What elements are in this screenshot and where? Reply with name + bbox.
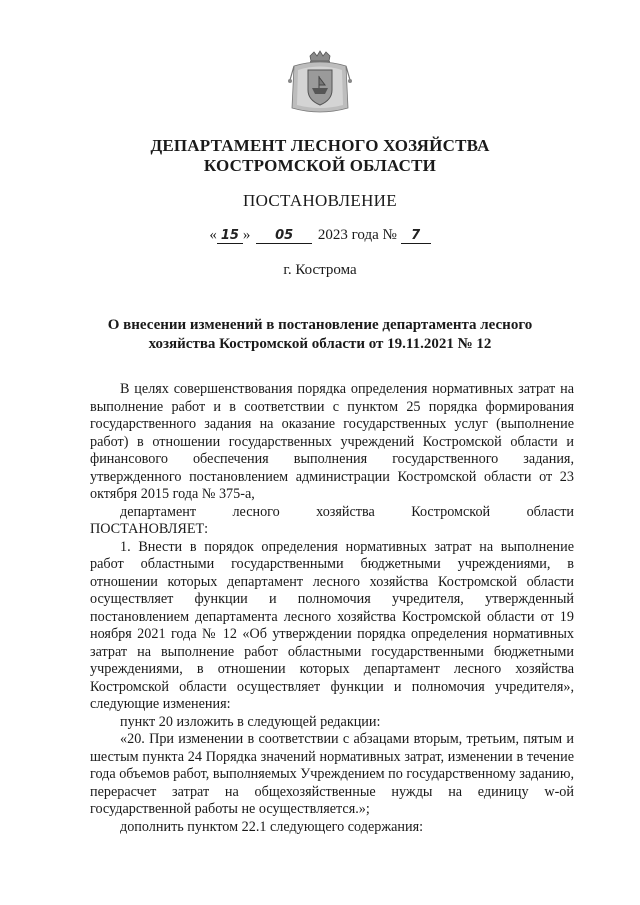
subject-line1: О внесении изменений в постановление департамента лесного [107,317,533,333]
document-body [90,381,574,836]
date-open-quote: « [209,227,217,243]
paragraph-item-1: 1. Внести в порядок определения нормативных затрат на выполнение работ областными государственными бюджетными учреждениями, в отношении которых департамент лесного хозяйства Костромской области осуществляет функции и полномочия учредителя, утвержденный постановлением департамента лесного хозяйства Костромской области от 19 ноября 2021 года № 12 «Об утверждении порядка определения нормативных затрат на выполнение работ областными государственными бюджетными учреждениями, в отношении которых департамент лесного хозяйства Костромской области осуществляет функции и полномочия учредителя», следующие изменения: [90,538,574,712]
paragraph-department: департамент лесного хозяйства Костромской области [120,503,574,520]
date-line [0,227,640,244]
department-title-line2: КОСТРОМСКОЙ ОБЛАСТИ [203,156,437,175]
city: г. Кострома [283,262,357,278]
handwritten-month: 05 [256,229,312,244]
paragraph-item-22-1-intro: дополнить пунктом 22.1 следующего содержания: [120,818,424,835]
handwritten-day: 15 [217,229,243,244]
date-year-text: 2023 года № [317,227,397,243]
subject-line2: хозяйства Костромской области от 19.11.2021 № 12 [148,336,492,352]
kostroma-coat-of-arms-icon [288,50,352,116]
department-title [0,136,640,176]
date-close-quote: » [242,227,251,243]
paragraph-preamble: В целях совершенствования порядка определения нормативных затрат на выполнение работ и в соответствии с пунктом 25 порядка формирования государственного задания на оказание государственных услуг (выполнение работ) в отношении государственных учреждений Костромской области и финансового обеспечения выполнения государственного задания, утвержденного постановлением администрации Костромской области от 23 октября 2015 года № 375-а, [90,381,574,502]
document-type: ПОСТАНОВЛЕНИЕ [243,191,397,210]
paragraph-item-20-text: «20. При изменении в соответствии с абзацами вторым, третьим, пятым и шестым пункта 24 Порядка значений нормативных затрат, изменении в течение года объемов работ, выполняемых Учреждением по государственному заданию, перерасчет затрат на общехозяйственные нужды на единицу w-ой государственной работы не осуществляется.»; [90,731,574,817]
department-title-line1: ДЕПАРТАМЕНТ ЛЕСНОГО ХОЗЯЙСТВА [150,136,490,155]
paragraph-item-20-intro: пункт 20 изложить в следующей редакции: [120,713,381,730]
document-subject [0,316,640,354]
paragraph-resolves: ПОСТАНОВЛЯЕТ: [90,521,209,537]
handwritten-number: 7 [401,229,431,244]
